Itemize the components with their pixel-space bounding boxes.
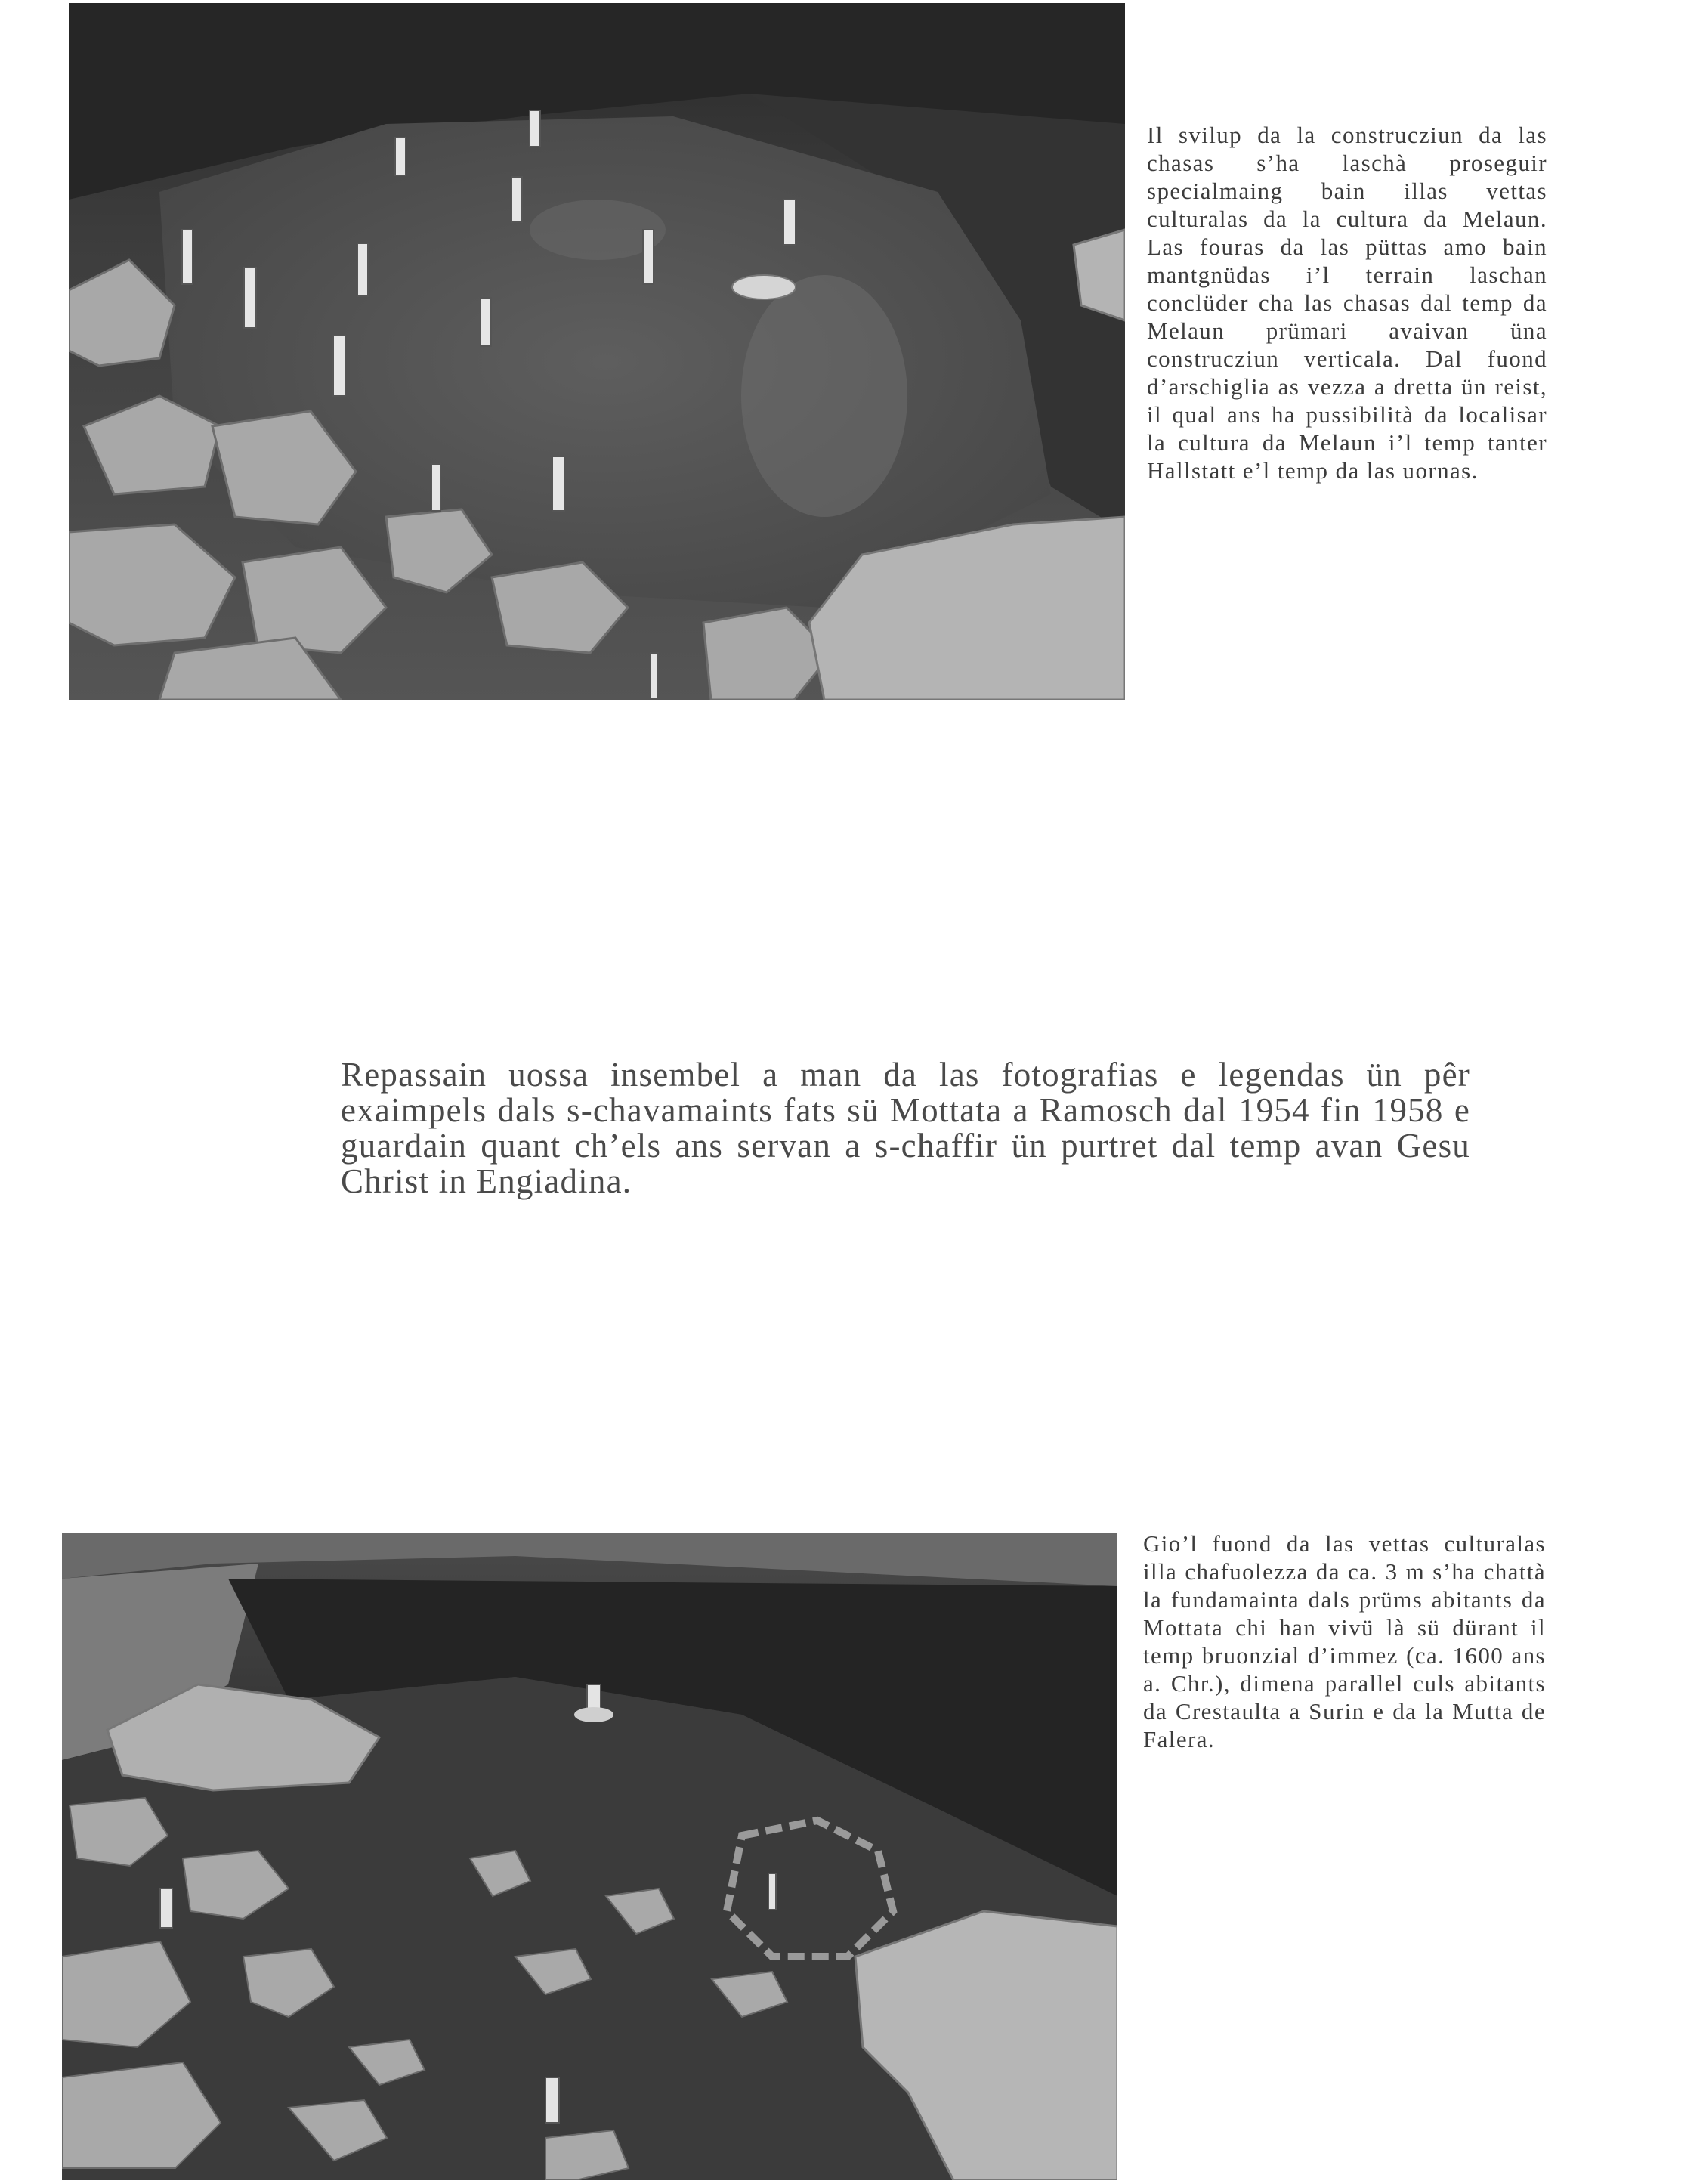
excavation-photo-bottom xyxy=(62,1533,1117,2180)
excavation-photo-top xyxy=(69,3,1125,700)
caption-bottom: Gio’l fuond da las vettas culturalas illa chafuolezza da ca. 3 m s’ha chattà la fundamainta dals prüms abitants da Mottata chi han vivü là sü dürant il temp bruonzial d’immez (ca. 1600 ans a. Chr.), dimena parallel culs abitants da Crestaulta a Surin e da la Mutta de Falera. xyxy=(1143,1530,1546,1752)
excavation-photo-top-image xyxy=(69,3,1125,700)
caption-top: Il svilup da la construcziun da las chasas s’ha laschà proseguir specialmaing bain illas vettas culturalas da la cultura da Melaun. Las fouras da las püttas amo bain mantgnüdas i’l terrain laschan conclüder cha las chasas dal temp da Melaun prümari avaivan üna construcziun verticala. Dal fuond d’arschiglia as vezza a dretta ün reist, il qual ans ha pussibilità da localisar la cultura da Melaun i’l temp tanter Hallstatt e’l temp da las uornas. xyxy=(1147,122,1547,484)
intro-paragraph: Repassain uossa insembel a man da las fotografias e legendas ün pêr exaimpels dals s-chavamaints fats sü Mottata a Ramosch dal 1954 fin 1958 e guardain quant ch’els ans servan a s-chaffir ün purtret dal temp avan Gesu Christ in Engiadina. xyxy=(341,1056,1470,1200)
excavation-photo-bottom-image xyxy=(62,1533,1117,2180)
